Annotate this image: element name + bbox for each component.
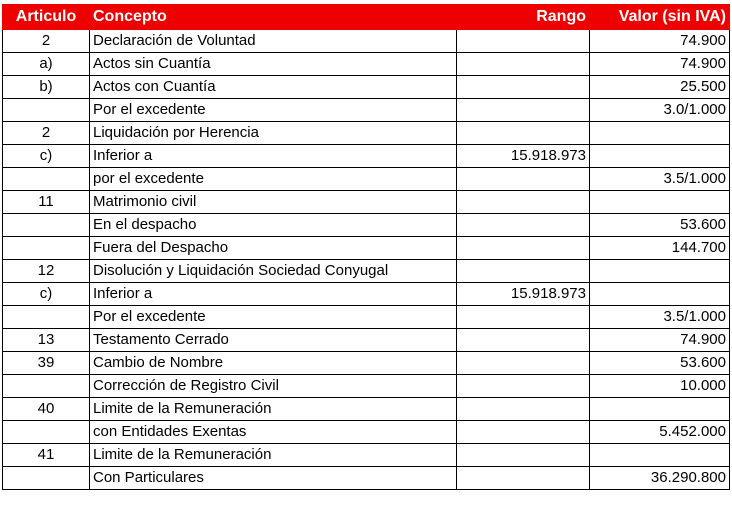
cell-articulo [3, 421, 90, 444]
cell-rango: 15.918.973 [457, 145, 590, 168]
cell-rango [457, 352, 590, 375]
table-row [3, 306, 730, 329]
table-row [3, 76, 730, 99]
table-row [3, 260, 730, 283]
cell-articulo: 2 [3, 30, 90, 53]
cell-articulo [3, 467, 90, 490]
table-row [3, 398, 730, 421]
cell-rango [457, 421, 590, 444]
cell-rango [457, 467, 590, 490]
cell-concepto: Limite de la Remuneración [90, 398, 457, 421]
cell-articulo: 39 [3, 352, 90, 375]
cell-concepto: Cambio de Nombre [90, 352, 457, 375]
cell-articulo [3, 214, 90, 237]
cell-articulo [3, 99, 90, 122]
cell-concepto: Actos sin Cuantía [90, 53, 457, 76]
table-row [3, 375, 730, 398]
cell-valor [590, 444, 730, 467]
header-rango: Rango [457, 5, 590, 30]
cell-valor: 53.600 [590, 352, 730, 375]
cell-concepto: Con Particulares [90, 467, 457, 490]
cell-articulo: c) [3, 283, 90, 306]
cell-valor: 74.900 [590, 53, 730, 76]
table-row [3, 283, 730, 306]
cell-concepto: Inferior a [90, 145, 457, 168]
cell-articulo [3, 375, 90, 398]
cell-rango [457, 30, 590, 53]
cell-articulo: 12 [3, 260, 90, 283]
cell-concepto: Por el excedente [90, 99, 457, 122]
cell-valor [590, 191, 730, 214]
cell-concepto: En el despacho [90, 214, 457, 237]
cell-articulo: 40 [3, 398, 90, 421]
table-row [3, 53, 730, 76]
cell-articulo: 2 [3, 122, 90, 145]
cell-rango [457, 99, 590, 122]
cell-articulo: 11 [3, 191, 90, 214]
header-articulo: Articulo [3, 5, 90, 30]
cell-concepto: Inferior a [90, 283, 457, 306]
cell-articulo: a) [3, 53, 90, 76]
cell-valor: 10.000 [590, 375, 730, 398]
cell-rango [457, 306, 590, 329]
cell-concepto: Fuera del Despacho [90, 237, 457, 260]
header-concepto: Concepto [90, 5, 457, 30]
header-row [3, 5, 730, 30]
table-row [3, 467, 730, 490]
table-row [3, 168, 730, 191]
cell-concepto: Declaración de Voluntad [90, 30, 457, 53]
table-row [3, 214, 730, 237]
cell-articulo [3, 306, 90, 329]
table-row [3, 352, 730, 375]
cell-valor [590, 145, 730, 168]
table-row [3, 444, 730, 467]
cell-rango [457, 168, 590, 191]
cell-concepto: Por el excedente [90, 306, 457, 329]
table-row [3, 421, 730, 444]
cell-articulo: 41 [3, 444, 90, 467]
cell-valor: 5.452.000 [590, 421, 730, 444]
cell-valor: 25.500 [590, 76, 730, 99]
table-row [3, 145, 730, 168]
cell-concepto: Testamento Cerrado [90, 329, 457, 352]
cell-valor: 3.5/1.000 [590, 306, 730, 329]
cell-rango [457, 444, 590, 467]
cell-valor: 74.900 [590, 30, 730, 53]
cell-rango [457, 398, 590, 421]
cell-concepto: Corrección de Registro Civil [90, 375, 457, 398]
table-row [3, 191, 730, 214]
cell-articulo: b) [3, 76, 90, 99]
cell-valor [590, 398, 730, 421]
cell-articulo [3, 168, 90, 191]
cell-valor: 53.600 [590, 214, 730, 237]
cell-valor [590, 122, 730, 145]
cell-concepto: Actos con Cuantía [90, 76, 457, 99]
cell-articulo: 13 [3, 329, 90, 352]
header-valor: Valor (sin IVA) [590, 5, 730, 30]
cell-rango [457, 191, 590, 214]
cell-articulo [3, 237, 90, 260]
cell-concepto: Liquidación por Herencia [90, 122, 457, 145]
cell-valor: 3.0/1.000 [590, 99, 730, 122]
table-row [3, 99, 730, 122]
cell-concepto: Disolución y Liquidación Sociedad Conyugal [90, 260, 457, 283]
cell-rango [457, 122, 590, 145]
cell-rango [457, 53, 590, 76]
cell-concepto: con Entidades Exentas [90, 421, 457, 444]
cell-valor: 3.5/1.000 [590, 168, 730, 191]
cell-rango [457, 329, 590, 352]
cell-valor [590, 260, 730, 283]
table-row [3, 237, 730, 260]
cell-valor: 36.290.800 [590, 467, 730, 490]
fee-table-container [2, 4, 730, 490]
table-row [3, 329, 730, 352]
cell-concepto: Limite de la Remuneración [90, 444, 457, 467]
fee-table [2, 4, 730, 490]
cell-rango [457, 214, 590, 237]
cell-concepto: por el excedente [90, 168, 457, 191]
cell-rango [457, 237, 590, 260]
cell-rango [457, 260, 590, 283]
table-row [3, 122, 730, 145]
cell-concepto: Matrimonio civil [90, 191, 457, 214]
table-row [3, 30, 730, 53]
cell-valor: 74.900 [590, 329, 730, 352]
table-body [3, 30, 730, 490]
cell-articulo: c) [3, 145, 90, 168]
cell-valor [590, 283, 730, 306]
cell-rango [457, 76, 590, 99]
cell-valor: 144.700 [590, 237, 730, 260]
cell-rango [457, 375, 590, 398]
cell-rango: 15.918.973 [457, 283, 590, 306]
